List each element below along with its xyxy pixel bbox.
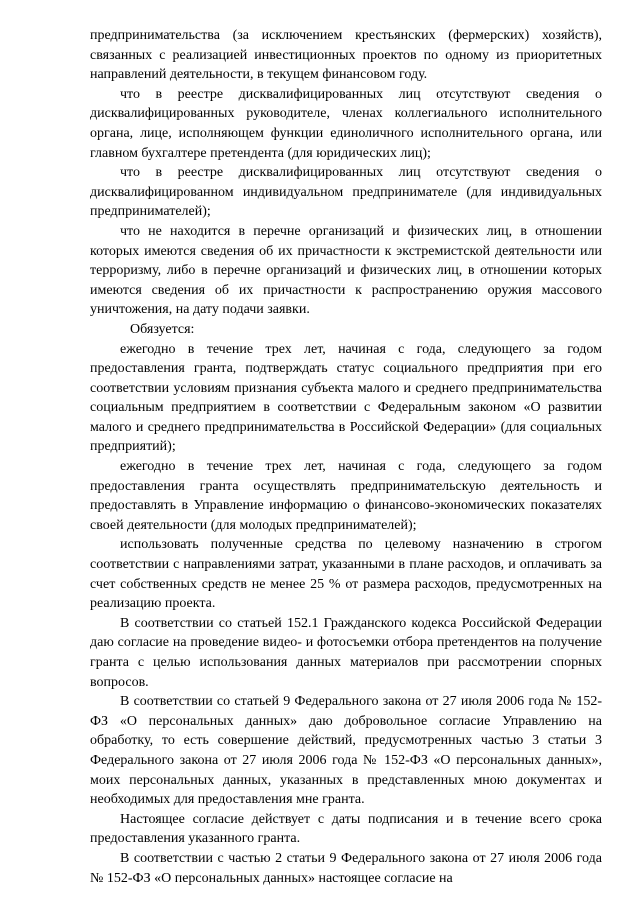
paragraph-personal-data-consent: В соответствии со статьей 9 Федерального закона от 27 июля 2006 года № 152-ФЗ «О персональных данных» даю добровольное согласие Управлению на обработку, то есть совершение действий, предусмотренных частью 3 статьи 3 Федерального закона от 27 июля 2006 года № 152-ФЗ «О персональных данных», моих персональных данных, указанных в представленных мною документах и необходимых для предоставления мне гранта. — [90, 694, 602, 808]
paragraph-extremism-list: что не находится в перечне организаций и физических лиц, в отношении которых имеются сведения об их причастности к экстремистской деятельности или терроризму, либо в перечне организаций и физических лиц, в отношении которых имеются сведения об их причастности к распространению оружия массового уничтожения, на дату подачи заявки. — [90, 223, 602, 318]
paragraph-entrepreneurship-priority: предпринимательства (за исключением крестьянских (фермерских) хозяйств), связанных с реализацией инвестиционных проектов по одному из приоритетных направлений деятельности, в текущем финансовом году. — [90, 28, 602, 83]
paragraph-disqualified-legal-entity: что в реестре дисквалифицированных лиц отсутствуют сведения о дисквалифицированных руководителе, членах коллегиального исполнительного органа, лице, исполняющем функции единоличного исполнительного органа, или главном бухгалтере претендента (для юридических лиц); — [90, 86, 602, 161]
paragraph-disqualified-individual: что в реестре дисквалифицированных лиц отсутствуют сведения о дисквалифицированном индивидуальном предпринимателе (для индивидуальных предпринимателей); — [90, 165, 602, 220]
paragraph-use-of-funds: использовать полученные средства по целевому назначению в строгом соответствии с направлениями затрат, указанными в плане расходов, и оплачивать за счет собственных средств не менее 25 % от размера расходов, предусмотренных на реализацию проекта. — [90, 537, 602, 612]
paragraph-consent-duration: Настоящее согласие действует с даты подписания и в течение всего срока предоставления указанного гранта. — [90, 811, 602, 847]
paragraph-young-entrepreneurs: ежегодно в течение трех лет, начиная с года, следующего за годом предоставления гранта осуществлять предпринимательскую деятельность и предоставлять в Управление информацию о финансово-экономических показателях своей деятельности (для молодых предпринимателей); — [90, 459, 602, 533]
paragraph-obligations-heading: Обязуется: — [130, 321, 195, 337]
paragraph-consent-revocation: В соответствии с частью 2 статьи 9 Федерального закона от 27 июля 2006 года № 152-ФЗ «О персональных данных» настоящее согласие на — [90, 850, 602, 886]
paragraph-video-consent: В соответствии со статьей 152.1 Гражданского кодекса Российской Федерации даю согласие на проведение видео- и фотосъемки отбора претендентов на получение гранта с целью использования данных материалов при рассмотрении спорных вопросов. — [90, 615, 602, 690]
paragraph-social-enterprise: ежегодно в течение трех лет, начиная с года, следующего за годом предоставления гранта, подтверждать статус социального предприятия при его соответствии условиям признания субъекта малого и среднего предпринимательства социальным предприятием в соответствии с Федеральным законом «О развитии малого и среднего предпринимательства в Российской Федерации» (для социальных предприятий); — [90, 341, 602, 455]
